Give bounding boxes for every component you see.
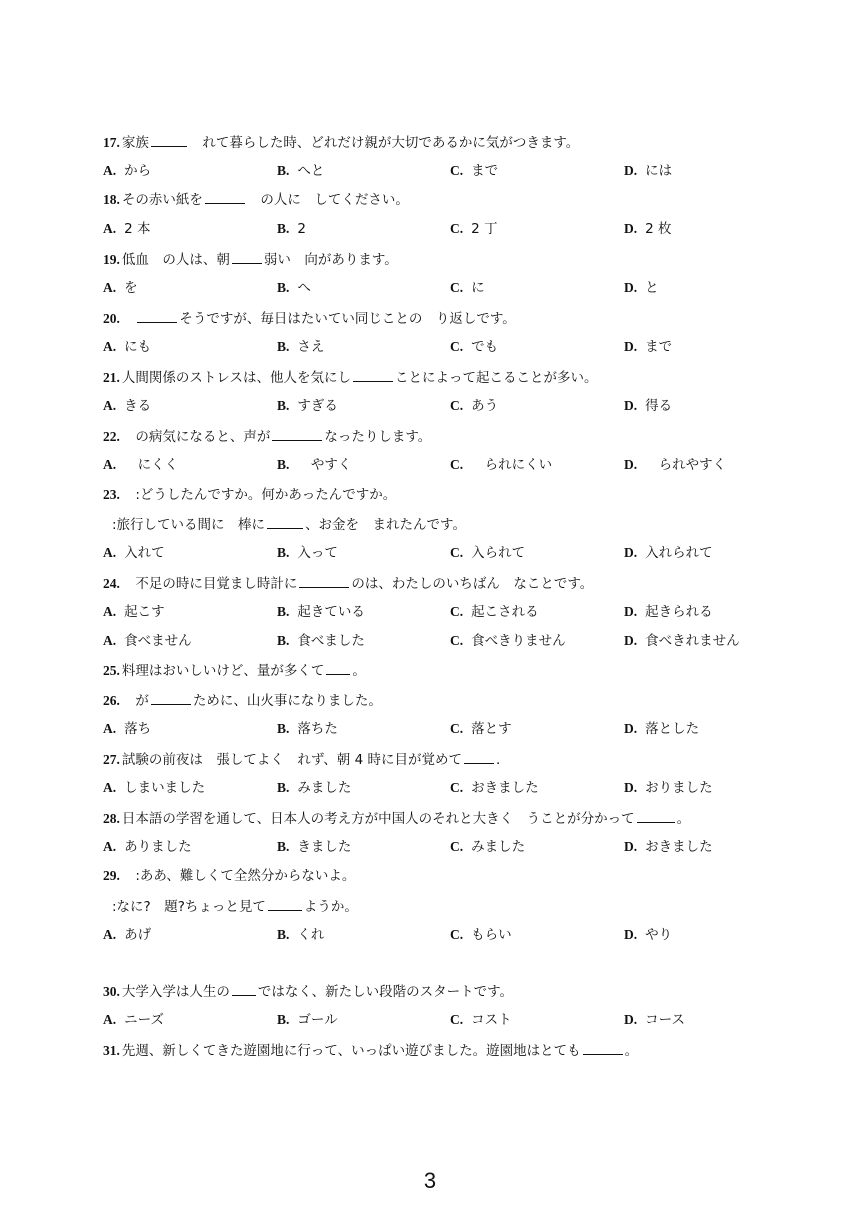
option-label: B. (277, 1012, 290, 1027)
question-text-before: 日本語の学習を通して、日本人の考え方が中国人のそれと大きく うことが分かって (121, 811, 635, 827)
options-row-26 (103, 719, 823, 739)
question-18 (103, 189, 820, 210)
option-text: から (124, 163, 152, 179)
question-text-after: ことによって起こることが多い。 (394, 370, 598, 386)
question-number: 25. (103, 663, 120, 678)
option-text: ありました (124, 839, 192, 855)
options-row-23 (103, 543, 823, 563)
option-text: 2 丁 (471, 221, 498, 237)
option-label: D. (624, 339, 638, 354)
option-label: A. (103, 780, 117, 795)
option-label: D. (624, 927, 638, 942)
option-label: B. (277, 839, 290, 854)
option-text: 起きている (297, 604, 365, 620)
answer-blank (353, 367, 393, 382)
page-number: 3 (423, 1168, 437, 1193)
question-number: 24. (103, 576, 120, 591)
answer-blank (268, 896, 302, 911)
option-label: C. (450, 545, 464, 560)
question-21 (103, 367, 820, 388)
question-text-before: 家族 (121, 135, 149, 151)
option-text: へ (297, 280, 311, 296)
option-a[interactable] (103, 631, 192, 651)
question-text-after: なったりします。 (324, 429, 432, 445)
question-text-after: のは、わたしのいちばん なことです。 (351, 576, 594, 592)
option-text: にくく (124, 457, 179, 473)
option-text: すぎる (297, 398, 338, 414)
option-label: C. (450, 721, 464, 736)
question-text-after: の人に してください。 (246, 192, 409, 208)
question-text-before: の病気になると、声が (121, 429, 271, 445)
question-text-before: 料理はおいしいけど、量が多くて (121, 663, 325, 679)
option-label: A. (103, 721, 117, 736)
option-text: きました (297, 839, 352, 855)
question-number: 20. (103, 311, 120, 326)
option-b[interactable] (277, 1010, 338, 1030)
option-a[interactable] (103, 1010, 164, 1030)
option-a[interactable] (103, 778, 205, 798)
option-text: おりました (645, 780, 713, 796)
question-23-dialogue-line (112, 514, 820, 535)
option-a[interactable] (103, 602, 165, 622)
option-text: 起こされる (471, 604, 539, 620)
option-text: ニーズ (124, 1012, 164, 1028)
option-text: 入って (297, 545, 338, 561)
option-label: D. (624, 604, 638, 619)
option-text: を (124, 280, 138, 296)
option-b[interactable] (277, 337, 324, 357)
option-text: 起きられる (645, 604, 713, 620)
option-label: B. (277, 398, 290, 413)
option-a[interactable] (103, 278, 138, 298)
option-c[interactable] (450, 837, 525, 857)
question-text-after: ために、山火事になりました。 (192, 693, 382, 709)
option-label: A. (103, 633, 117, 648)
option-c[interactable] (450, 719, 512, 739)
option-text: しまいました (124, 780, 206, 796)
answer-blank (464, 749, 494, 764)
question-text-after: そうですが、毎日はたいてい同じことの り返しです。 (179, 311, 516, 327)
option-d[interactable] (624, 337, 672, 357)
option-text: 起こす (124, 604, 165, 620)
answer-blank (267, 514, 303, 529)
answer-blank (151, 690, 191, 705)
option-label: A. (103, 339, 117, 354)
option-text: やり (645, 927, 673, 943)
option-label: C. (450, 280, 464, 295)
option-text: あげ (124, 927, 152, 943)
option-label: B. (277, 339, 290, 354)
option-b[interactable] (277, 925, 324, 945)
question-23 (103, 485, 820, 505)
option-c[interactable] (450, 778, 539, 798)
option-text: 入れて (124, 545, 165, 561)
option-label: A. (103, 398, 117, 413)
option-text: さえ (297, 339, 325, 355)
option-b[interactable] (277, 719, 338, 739)
option-label: C. (450, 457, 464, 472)
option-label: C. (450, 927, 464, 942)
option-text: やすく (297, 457, 352, 473)
option-text: 食べました (297, 633, 365, 649)
option-d[interactable] (624, 1010, 685, 1030)
option-c[interactable] (450, 396, 498, 416)
option-label: D. (624, 1012, 638, 1027)
options-row-22 (103, 455, 823, 475)
option-d[interactable] (624, 719, 699, 739)
options-row-20 (103, 337, 823, 357)
option-b[interactable] (277, 778, 351, 798)
option-c[interactable] (450, 1010, 512, 1030)
option-b[interactable] (277, 161, 324, 181)
option-label: A. (103, 163, 117, 178)
answer-blank (151, 132, 187, 147)
option-c[interactable] (450, 161, 498, 181)
option-label: B. (277, 457, 290, 472)
option-b[interactable] (277, 602, 365, 622)
option-label: D. (624, 721, 638, 736)
option-d[interactable] (624, 837, 713, 857)
option-text: 落とした (645, 721, 700, 737)
options-row-19 (103, 278, 823, 298)
option-label: C. (450, 398, 464, 413)
option-label: D. (624, 280, 638, 295)
question-number: 27. (103, 752, 120, 767)
answer-blank (637, 808, 675, 823)
option-text: 食べません (124, 633, 192, 649)
option-text: 落ち (124, 721, 152, 737)
option-c[interactable] (450, 925, 512, 945)
option-label: B. (277, 163, 290, 178)
question-24 (103, 573, 820, 594)
option-text: 落とす (471, 721, 512, 737)
option-label: C. (450, 163, 464, 178)
option-label: C. (450, 221, 464, 236)
option-a[interactable] (103, 719, 151, 739)
option-d[interactable] (624, 455, 726, 475)
question-text-before: :ああ、難しくて全然分からないよ。 (121, 868, 356, 884)
question-text-before: 人間関係のストレスは、他人を気にし (121, 370, 351, 386)
option-label: B. (277, 633, 290, 648)
option-label: D. (624, 780, 638, 795)
option-text: 食べきりません (471, 633, 566, 649)
option-text: みました (471, 839, 526, 855)
option-label: D. (624, 839, 638, 854)
question-31 (103, 1040, 820, 1061)
option-text: でも (471, 339, 499, 355)
option-text: くれ (297, 927, 325, 943)
option-text: おきました (645, 839, 713, 855)
option-c[interactable] (450, 631, 566, 651)
question-text-before: 低血 の人は、朝 (121, 252, 230, 268)
answer-blank (232, 249, 262, 264)
question-text-before (122, 311, 136, 327)
option-c[interactable] (450, 602, 539, 622)
option-label: A. (103, 927, 117, 942)
option-a[interactable] (103, 837, 192, 857)
option-text: られにくい (471, 457, 553, 473)
question-17 (103, 132, 820, 153)
option-label: A. (103, 221, 117, 236)
options-row-27 (103, 778, 823, 798)
option-label: C. (450, 339, 464, 354)
option-label: C. (450, 780, 464, 795)
question-number: 22. (103, 429, 120, 444)
options-row-17 (103, 161, 823, 181)
question-number: 29. (103, 868, 120, 883)
option-text: ゴール (297, 1012, 338, 1028)
option-a[interactable] (103, 925, 151, 945)
option-label: A. (103, 839, 117, 854)
options-row-28 (103, 837, 823, 857)
question-30 (103, 981, 820, 1002)
option-label: C. (450, 604, 464, 619)
option-d[interactable] (624, 602, 713, 622)
option-label: B. (277, 721, 290, 736)
option-label: A. (103, 1012, 117, 1027)
option-d[interactable] (624, 161, 672, 181)
option-a[interactable] (103, 543, 165, 563)
option-a[interactable] (103, 161, 151, 181)
option-label: C. (450, 1012, 464, 1027)
option-text: コスト (471, 1012, 512, 1028)
option-label: B. (277, 927, 290, 942)
option-text: 落ちた (297, 721, 338, 737)
option-d[interactable] (624, 631, 740, 651)
question-text-after: 。 (352, 663, 366, 679)
option-text: みました (297, 780, 352, 796)
option-b[interactable] (277, 631, 365, 651)
answer-blank (205, 189, 245, 204)
option-label: B. (277, 221, 290, 236)
question-text-before: が (121, 693, 149, 709)
question-number: 19. (103, 252, 120, 267)
answer-blank (272, 426, 322, 441)
option-label: B. (277, 780, 290, 795)
question-text-after: 。 (624, 1043, 639, 1059)
question-27 (103, 749, 820, 770)
question-number: 17. (103, 135, 120, 150)
question-19 (103, 249, 820, 270)
question-22 (103, 426, 820, 447)
question-number: 26. (103, 693, 120, 708)
option-a[interactable] (103, 396, 151, 416)
question-26 (103, 690, 820, 711)
option-b[interactable] (277, 543, 338, 563)
option-c[interactable] (450, 543, 525, 563)
question-number: 23. (103, 487, 120, 502)
option-text: にも (124, 339, 152, 355)
option-label: D. (624, 398, 638, 413)
options-row-25 (103, 631, 823, 651)
dialogue-text-after: ようか。 (303, 899, 358, 915)
option-b[interactable] (277, 455, 351, 475)
option-b[interactable] (277, 219, 306, 239)
question-25 (103, 660, 820, 681)
option-b[interactable] (277, 837, 351, 857)
question-text-before: :どうしたんですか。何かあったんですか。 (121, 487, 397, 503)
options-row-29 (103, 925, 823, 945)
option-label: D. (624, 633, 638, 648)
option-text: おきました (471, 780, 539, 796)
option-c[interactable] (450, 219, 498, 239)
option-text: まで (645, 339, 673, 355)
question-text-after: ではなく、新たしい段階のスタートです。 (257, 984, 514, 1000)
option-text: 2 本 (124, 221, 151, 237)
options-row-21 (103, 396, 823, 416)
option-a[interactable] (103, 219, 151, 239)
option-text: あう (471, 398, 499, 414)
option-a[interactable] (103, 455, 178, 475)
option-text: 得る (645, 398, 673, 414)
option-text: きる (124, 398, 152, 414)
question-text-after: 弱い 向があります。 (263, 252, 398, 268)
option-d[interactable] (624, 543, 713, 563)
option-d[interactable] (624, 396, 672, 416)
question-number: 18. (103, 192, 120, 207)
option-text: まで (471, 163, 499, 179)
option-c[interactable] (450, 337, 498, 357)
option-c[interactable] (450, 278, 485, 298)
option-b[interactable] (277, 396, 338, 416)
question-text-before: 不足の時に目覚まし時計に (121, 576, 298, 592)
option-label: D. (624, 457, 638, 472)
option-label: B. (277, 604, 290, 619)
question-number: 30. (103, 984, 120, 999)
answer-blank (137, 308, 177, 323)
option-b[interactable] (277, 278, 311, 298)
option-a[interactable] (103, 337, 151, 357)
option-text: 入られて (471, 545, 526, 561)
question-number: 31. (103, 1043, 120, 1058)
option-label: D. (624, 221, 638, 236)
option-label: D. (624, 163, 638, 178)
option-d[interactable] (624, 219, 672, 239)
option-d[interactable] (624, 778, 713, 798)
option-text: もらい (471, 927, 512, 943)
answer-blank (299, 573, 349, 588)
question-29 (103, 866, 820, 886)
question-text-before: 大学入学は人生の (121, 984, 230, 1000)
option-d[interactable] (624, 925, 672, 945)
dialogue-text-before: :なに? 題?ちょっと見て (112, 899, 266, 915)
option-label: C. (450, 839, 464, 854)
option-text: られやすく (645, 457, 727, 473)
option-text: と (645, 280, 659, 296)
question-text-after: . (495, 752, 501, 768)
question-20 (103, 308, 820, 329)
question-text-after: 。 (676, 811, 691, 827)
option-text: には (645, 163, 673, 179)
option-label: B. (277, 545, 290, 560)
answer-blank (326, 660, 350, 675)
option-text: 2 枚 (645, 221, 672, 237)
option-text: 2 (297, 221, 306, 237)
options-row-30 (103, 1010, 823, 1030)
option-text: に (471, 280, 485, 296)
option-label: A. (103, 604, 117, 619)
option-label: C. (450, 633, 464, 648)
dialogue-text-before: :旅行している間に 棒に (112, 517, 266, 533)
question-28 (103, 808, 820, 829)
question-text-before: 先週、新しくてきた遊園地に行って、いっぱい遊びました。遊園地はとても (121, 1043, 581, 1059)
answer-blank (583, 1040, 623, 1055)
option-c[interactable] (450, 455, 552, 475)
option-label: A. (103, 457, 117, 472)
dialogue-text-after: 、お金を まれたんです。 (305, 517, 466, 533)
question-text-before: その赤い紙を (121, 192, 203, 208)
options-row-18 (103, 219, 823, 239)
answer-blank (232, 981, 256, 996)
question-text-before: 試験の前夜は 張してよく れず、朝 4 時に目が覚めて (121, 752, 462, 768)
question-number: 28. (103, 811, 120, 826)
options-row-24 (103, 602, 823, 622)
option-text: へと (297, 163, 325, 179)
option-label: B. (277, 280, 290, 295)
option-d[interactable] (624, 278, 659, 298)
question-text-after: れて暮らした時、どれだけ親が大切であるかに気がつきます。 (188, 135, 580, 151)
option-label: A. (103, 280, 117, 295)
option-text: 入れられて (645, 545, 713, 561)
question-29-dialogue-line (112, 896, 820, 917)
question-number: 21. (103, 370, 120, 385)
option-text: コース (645, 1012, 685, 1028)
option-text: 食べきれません (645, 633, 740, 649)
option-label: D. (624, 545, 638, 560)
option-label: A. (103, 545, 117, 560)
